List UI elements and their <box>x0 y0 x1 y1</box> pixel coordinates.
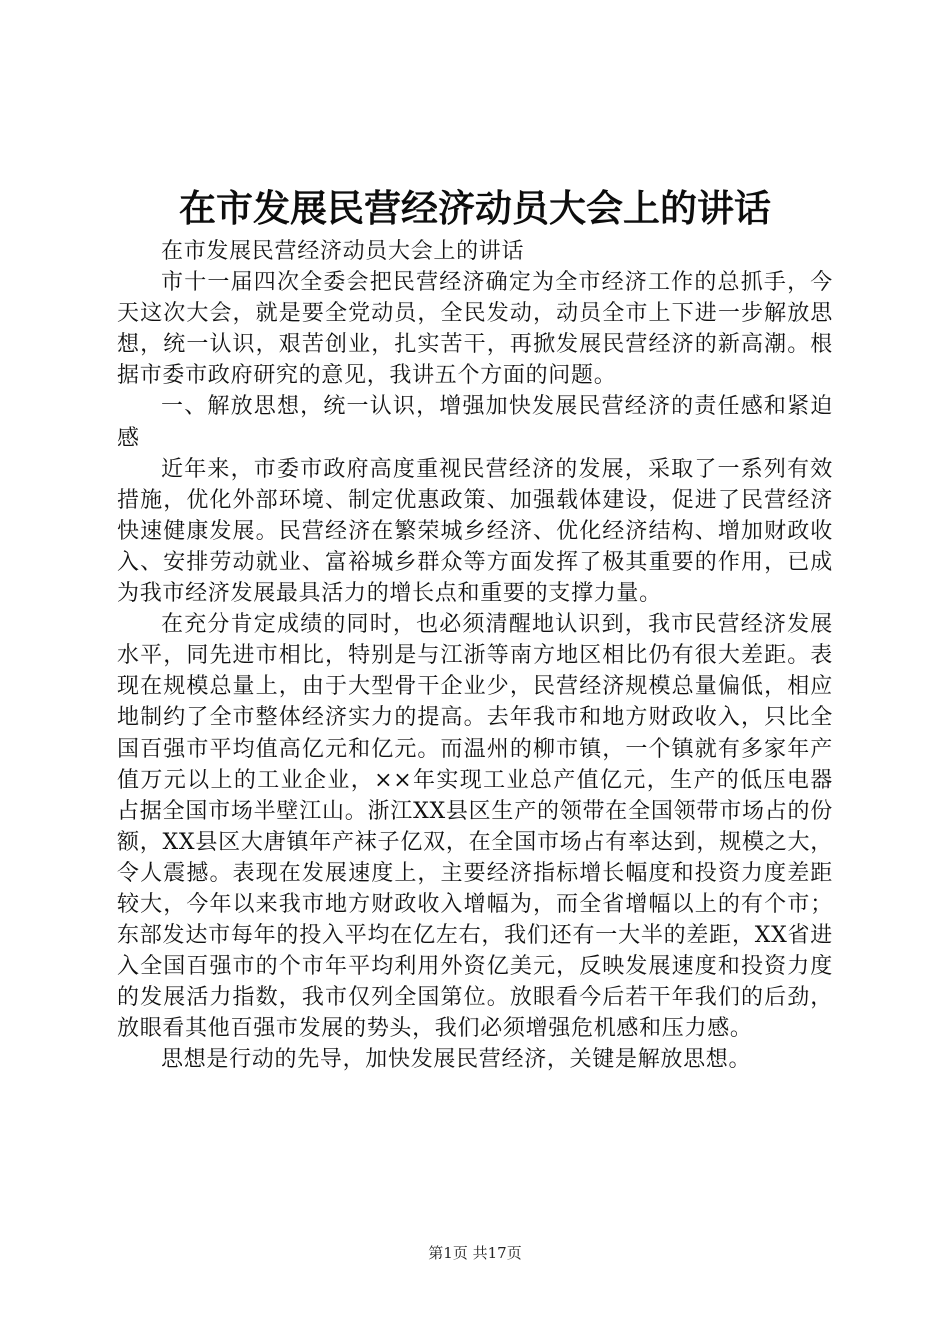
body-paragraph: 近年来，市委市政府高度重视民营经济的发展，采取了一系列有效措施，优化外部环境、制定优惠政策、加强载体建设，促进了民营经济快速健康发展。民营经济在繁荣城乡经济、优化经济结构、增加财政收入、安排劳动就业、富裕城乡群众等方面发挥了极其重要的作用，已成为我市经济发展最具活力的增长点和重要的支撑力量。 <box>117 456 833 607</box>
page-footer: 第1页 共17页 <box>428 1244 522 1262</box>
body-paragraph: 市十一届四次全委会把民营经济确定为全市经济工作的总抓手，今天这次大会，就是要全党动员，全民发动，动员全市上下进一步解放思想，统一认识，艰苦创业，扎实苦干，再掀发展民营经济的新高潮。根据市委市政府研究的意见，我讲五个方面的问题。 <box>117 270 833 389</box>
body-paragraph: 思想是行动的先导，加快发展民营经济，关键是解放思想。 <box>161 1047 752 1073</box>
document-body <box>117 236 833 1076</box>
section-heading: 一、解放思想，统一认识，增强加快发展民营经济的责任感和紧迫感 <box>117 394 833 451</box>
body-paragraph: 在充分肯定成绩的同时，也必须清醒地认识到，我市民营经济发展水平，同先进市相比，特别是与江浙等南方地区相比仍有很大差距。表现在规模总量上，由于大型骨干企业少，民营经济规模总量偏低，相应地制约了全市整体经济实力的提高。去年我市和地方财政收入，只比全国百强市平均值高亿元和亿元。而温州的柳市镇，一个镇就有多家年产值万元以上的工业企业，××年实现工业总产值亿元，生产的低压电器占据全国市场半壁江山。浙江XX县区生产的领带在全国领带市场占的份额，XX县区大唐镇年产袜子亿双，在全国市场占有率达到，规模之大，令人震撼。表现在发展速度上，主要经济指标增长幅度和投资力度差距较大，今年以来我市地方财政收入增幅为，而全省增幅以上的有个市；东部发达市每年的投入平均在亿左右，我们还有一大半的差距，XX省进入全国百强市的个市年平均利用外资亿美元，反映发展速度和投资力度的发展活力指数，我市仅列全国第位。放眼看今后若干年我们的后劲，放眼看其他百强市发展的势头，我们必须增强危机感和压力感。 <box>117 612 833 1042</box>
body-paragraph: 在市发展民营经济动员大会上的讲话 <box>161 239 525 264</box>
document-title: 在市发展民营经济动员大会上的讲话 <box>179 187 771 230</box>
